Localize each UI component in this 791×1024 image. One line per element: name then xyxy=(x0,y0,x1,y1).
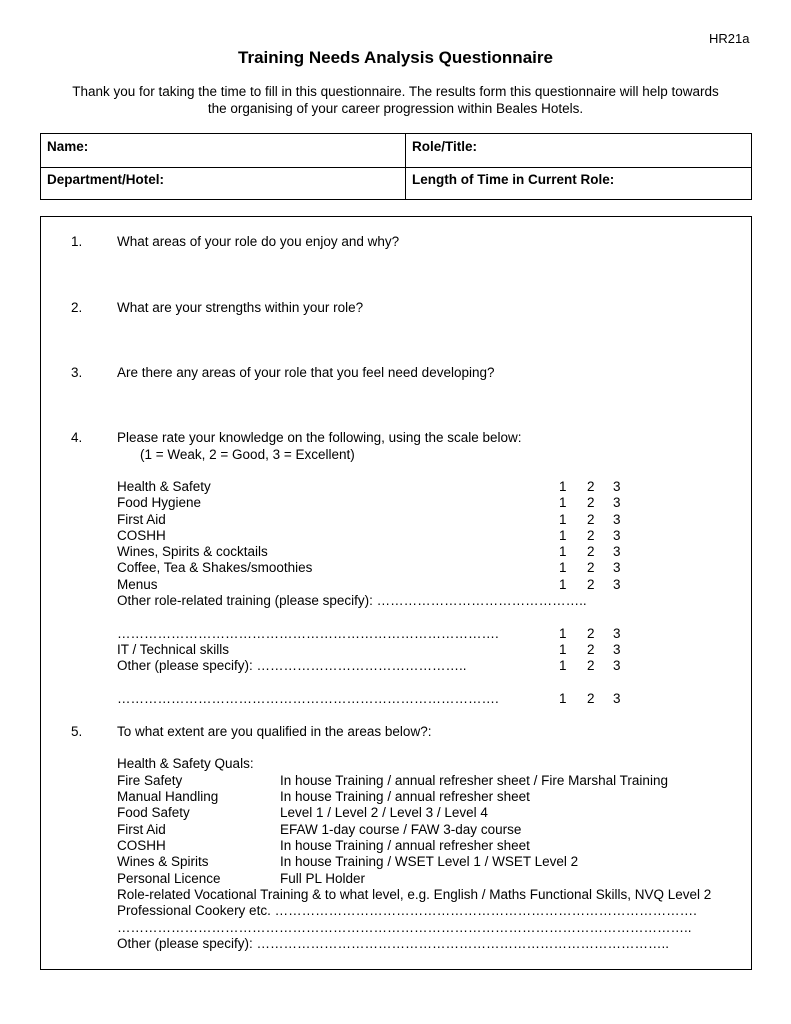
other-qualifications-field[interactable]: Other (please specify): ……………………………………………………………………………….. xyxy=(117,936,670,951)
rating-item-label: Coffee, Tea & Shakes/smoothies xyxy=(117,560,313,575)
question-4-text: Please rate your knowledge on the following, using the scale below: xyxy=(117,430,522,445)
qualification-name: COSHH xyxy=(117,838,166,853)
intro-line-1: Thank you for taking the time to fill in this questionnaire. The results form this questionnaire will help towards xyxy=(72,84,719,99)
qualification-options[interactable]: EFAW 1-day course / FAW 3-day course xyxy=(280,822,522,837)
qualification-name: Food Safety xyxy=(117,805,190,820)
rating-option-1[interactable]: 1 xyxy=(559,577,567,592)
specify-blank-line[interactable]: …………………………………………………………………………. xyxy=(117,691,499,706)
qualification-options[interactable]: In house Training / annual refresher sheet xyxy=(280,838,530,853)
role-field-label[interactable]: Role/Title: xyxy=(412,139,478,154)
rating-option-1[interactable]: 1 xyxy=(559,544,567,559)
rating-item-label: Health & Safety xyxy=(117,479,211,494)
qualification-name: Manual Handling xyxy=(117,789,219,804)
rating-option-1[interactable]: 1 xyxy=(559,512,567,527)
vocational-training-field[interactable]: Professional Cookery etc. …………………………………………………………………………………. xyxy=(117,903,697,918)
table-divider-horizontal xyxy=(41,167,751,168)
qualification-options[interactable]: Level 1 / Level 2 / Level 3 / Level 4 xyxy=(280,805,488,820)
question-2-number: 2. xyxy=(71,300,83,315)
rating-item-label: COSHH xyxy=(117,528,166,543)
other-role-training-field[interactable]: Other role-related training (please specify): ……………………………………….. xyxy=(117,593,587,608)
rating-item-label: Wines, Spirits & cocktails xyxy=(117,544,268,559)
question-1-text: What areas of your role do you enjoy and why? xyxy=(117,234,400,249)
rating-scale-legend: (1 = Weak, 2 = Good, 3 = Excellent) xyxy=(140,447,355,462)
rating-item-label: Menus xyxy=(117,577,158,592)
rating-item-label: First Aid xyxy=(117,512,166,527)
page-title: Training Needs Analysis Questionnaire xyxy=(238,48,553,67)
qualification-options[interactable]: Full PL Holder xyxy=(280,871,366,886)
specify-blank-line[interactable]: …………………………………………………………………………. xyxy=(117,626,499,641)
vocational-training-prompt: Role-related Vocational Training & to what level, e.g. English / Maths Functional Skills, NVQ Level 2 xyxy=(117,887,712,902)
document-code: HR21a xyxy=(709,31,750,46)
rating-option-3[interactable]: 3 xyxy=(613,479,621,494)
rating-option-3[interactable]: 3 xyxy=(613,495,621,510)
rating-option-1[interactable]: 1 xyxy=(559,691,567,706)
rating-option-3[interactable]: 3 xyxy=(613,658,621,673)
question-1-number: 1. xyxy=(71,234,83,249)
rating-option-2[interactable]: 2 xyxy=(587,560,595,575)
rating-option-3[interactable]: 3 xyxy=(613,577,621,592)
rating-option-1[interactable]: 1 xyxy=(559,642,567,657)
name-field-label[interactable]: Name: xyxy=(47,139,89,154)
qualification-name: Personal Licence xyxy=(117,871,221,886)
other-specify-field[interactable]: Other (please specify): ……………………………………….. xyxy=(117,658,467,673)
rating-option-2[interactable]: 2 xyxy=(587,691,595,706)
rating-option-2[interactable]: 2 xyxy=(587,577,595,592)
rating-option-3[interactable]: 3 xyxy=(613,528,621,543)
rating-option-1[interactable]: 1 xyxy=(559,626,567,641)
rating-option-2[interactable]: 2 xyxy=(587,658,595,673)
question-4-number: 4. xyxy=(71,430,83,445)
rating-option-3[interactable]: 3 xyxy=(613,642,621,657)
intro-text xyxy=(40,84,751,117)
question-3-number: 3. xyxy=(71,365,83,380)
qualification-options[interactable]: In house Training / annual refresher sheet / Fire Marshal Training xyxy=(280,773,668,788)
vocational-blank-line[interactable]: ……………………………………………………………………………………………………………….. xyxy=(117,920,692,935)
question-5-text: To what extent are you qualified in the areas below?: xyxy=(117,724,432,739)
qualification-name: First Aid xyxy=(117,822,166,837)
health-safety-quals-heading: Health & Safety Quals: xyxy=(117,756,254,771)
rating-option-1[interactable]: 1 xyxy=(559,495,567,510)
rating-option-2[interactable]: 2 xyxy=(587,512,595,527)
question-5-number: 5. xyxy=(71,724,83,739)
rating-item-label: Food Hygiene xyxy=(117,495,202,510)
intro-line-2: the organising of your career progression within Beales Hotels. xyxy=(207,100,584,116)
qualification-options[interactable]: In house Training / WSET Level 1 / WSET Level 2 xyxy=(280,854,579,869)
rating-option-2[interactable]: 2 xyxy=(587,642,595,657)
qualification-options[interactable]: In house Training / annual refresher sheet xyxy=(280,789,530,804)
qualification-name: Fire Safety xyxy=(117,773,183,788)
rating-option-2[interactable]: 2 xyxy=(587,626,595,641)
qualification-name: Wines & Spirits xyxy=(117,854,209,869)
rating-option-3[interactable]: 3 xyxy=(613,544,621,559)
rating-option-3[interactable]: 3 xyxy=(613,626,621,641)
rating-option-2[interactable]: 2 xyxy=(587,544,595,559)
rating-option-1[interactable]: 1 xyxy=(559,528,567,543)
rating-option-3[interactable]: 3 xyxy=(613,560,621,575)
rating-option-1[interactable]: 1 xyxy=(559,479,567,494)
rating-option-2[interactable]: 2 xyxy=(587,479,595,494)
department-field-label[interactable]: Department/Hotel: xyxy=(47,172,165,187)
rating-item-label: IT / Technical skills xyxy=(117,642,230,657)
rating-option-1[interactable]: 1 xyxy=(559,560,567,575)
length-in-role-field-label[interactable]: Length of Time in Current Role: xyxy=(412,172,615,187)
rating-option-2[interactable]: 2 xyxy=(587,528,595,543)
rating-option-3[interactable]: 3 xyxy=(613,512,621,527)
question-3-text: Are there any areas of your role that you feel need developing? xyxy=(117,365,495,380)
employee-info-table xyxy=(40,133,752,200)
rating-option-3[interactable]: 3 xyxy=(613,691,621,706)
rating-option-2[interactable]: 2 xyxy=(587,495,595,510)
rating-option-1[interactable]: 1 xyxy=(559,658,567,673)
question-2-text: What are your strengths within your role? xyxy=(117,300,364,315)
